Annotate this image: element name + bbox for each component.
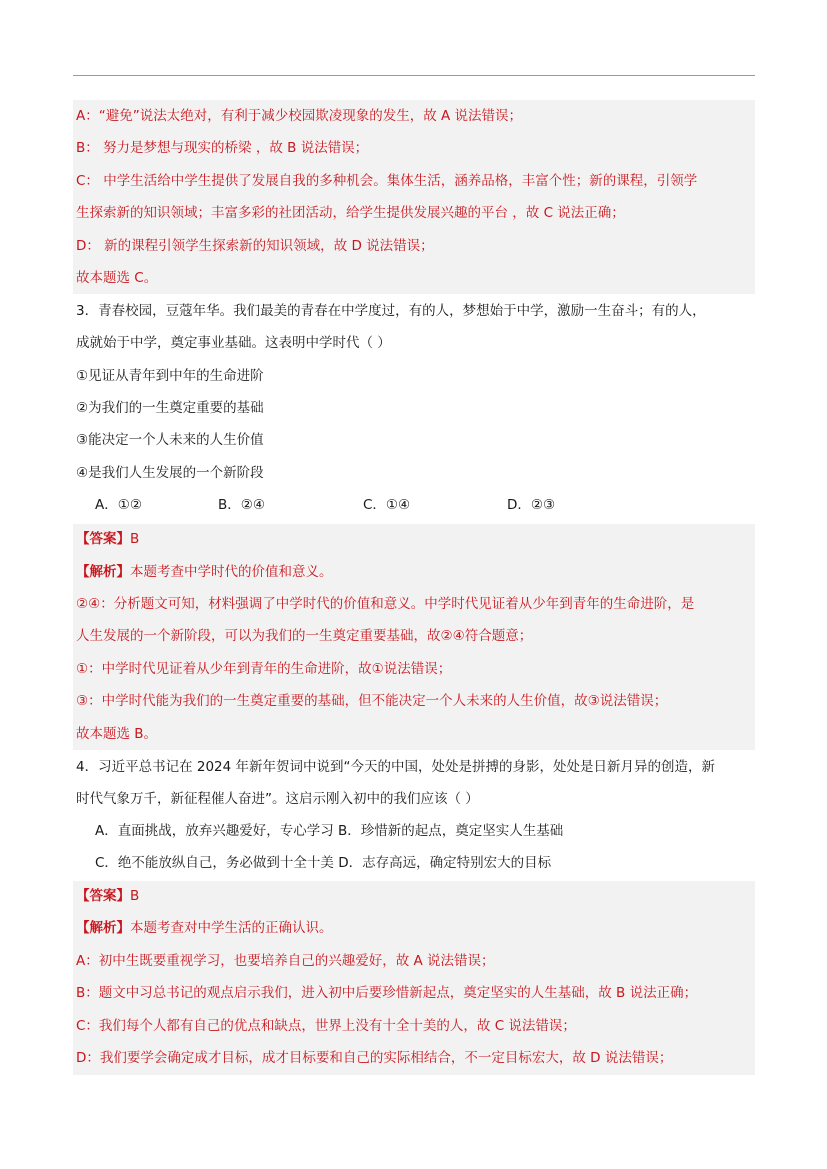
- q2-conclusion: 故本题选 C。: [76, 270, 158, 286]
- q2-analysis-c2: 生探索新的知识领域；丰富多彩的社团活动，给学生提供发展兴趣的平台 ，故 C 说法正确；: [76, 205, 625, 221]
- q4-analysis-intro: [76, 918, 333, 938]
- q3-analysis-intro-text: 本题考查中学时代的价值和意义。: [130, 564, 333, 580]
- q2-analysis-c1: C： 中学生活给中学生提供了发展自我的多种机会。集体生活，涵养品格，丰富个性；新的课程，引领学: [76, 173, 698, 189]
- header-rule: [73, 75, 755, 76]
- q3-stem-line2: 成就始于中学，奠定事业基础。这表明中学时代（ ）: [76, 335, 391, 351]
- q4-answer-tag: 【答案】: [76, 888, 130, 904]
- q4-options-line2: C．绝不能放纵自己，务必做到十全十美 D．志存高远，确定特别宏大的目标: [95, 855, 552, 871]
- q3-analysis-line1: ②④：分析题文可知，材料强调了中学时代的价值和意义。中学时代见证着从少年到青年的生命进阶，是: [76, 596, 695, 612]
- q4-stem-line1: 4．习近平总书记在 2024 年新年贺词中说到“今天的中国，处处是拼搏的身影，处处是日新月异的创造，新: [76, 759, 716, 775]
- q3-conclusion: 故本题选 B。: [76, 726, 158, 742]
- q3-stem-line1: 3．青春校园，豆蔻年华。我们最美的青春在中学度过，有的人，梦想始于中学，激励一生奋斗；有的人，: [76, 303, 706, 319]
- q4-analysis-d: D：我们要学会确定成才目标，成才目标要和自己的实际相结合，不一定目标宏大，故 D 说法错误；: [76, 1050, 673, 1066]
- q3-analysis-tag: 【解析】: [76, 564, 130, 580]
- q3-option-a: A．①②: [95, 497, 142, 513]
- q4-answer: [76, 886, 139, 906]
- q3-answer-value: B: [130, 531, 140, 547]
- q4-options-line1: A．直面挑战，放弃兴趣爱好，专心学习 B．珍惜新的起点，奠定坚实人生基础: [95, 823, 564, 839]
- q2-analysis-d: D： 新的课程引领学生探索新的知识领域，故 D 说法错误；: [76, 238, 434, 254]
- q2-analysis-b: B： 努力是梦想与现实的桥梁 ，故 B 说法错误；: [76, 140, 369, 156]
- q3-analysis-line2: 人生发展的一个新阶段，可以为我们的一生奠定重要基础，故②④符合题意；: [76, 628, 533, 644]
- q3-item-2: ②为我们的一生奠定重要的基础: [76, 400, 264, 416]
- q4-analysis-intro-text: 本题考查对中学生活的正确认识。: [130, 920, 333, 936]
- q3-item-1: ①见证从青年到中年的生命进阶: [76, 368, 264, 384]
- q4-analysis-a: A：初中生既要重视学习，也要培养自己的兴趣爱好，故 A 说法错误；: [76, 953, 495, 969]
- q4-stem-line2: 时代气象万千，新征程催人奋进”。这启示刚入初中的我们应该（ ）: [76, 791, 479, 807]
- q3-option-b: B．②④: [218, 497, 265, 513]
- q4-answer-value: B: [130, 888, 140, 904]
- q2-analysis-a: A：“避免”说法太绝对，有利于减少校园欺凌现象的发生，故 A 说法错误；: [76, 108, 523, 124]
- q4-analysis-b: B：题文中习总书记的观点启示我们，进入初中后要珍惜新起点，奠定坚实的人生基础，故 B 说法正确；: [76, 985, 698, 1001]
- q3-item-4: ④是我们人生发展的一个新阶段: [76, 465, 264, 481]
- q4-answer-block: [73, 881, 755, 1075]
- q3-option-c: C．①④: [363, 497, 411, 513]
- q3-item-3: ③能决定一个人未来的人生价值: [76, 432, 264, 448]
- q3-option-d: D．②③: [507, 497, 556, 513]
- q3-analysis-line4: ③：中学时代能为我们的一生奠定重要的基础，但不能决定一个人未来的人生价值，故③说法错误；: [76, 693, 668, 709]
- q3-analysis-intro: [76, 562, 333, 582]
- q3-analysis-line3: ①：中学时代见证着从少年到青年的生命进阶，故①说法错误；: [76, 661, 452, 677]
- q2-analysis-block: [73, 100, 755, 294]
- q4-analysis-tag: 【解析】: [76, 920, 130, 936]
- q3-answer: [76, 529, 139, 549]
- q3-answer-tag: 【答案】: [76, 531, 130, 547]
- q4-analysis-c: C：我们每个人都有自己的优点和缺点，世界上没有十全十美的人，故 C 说法错误；: [76, 1018, 576, 1034]
